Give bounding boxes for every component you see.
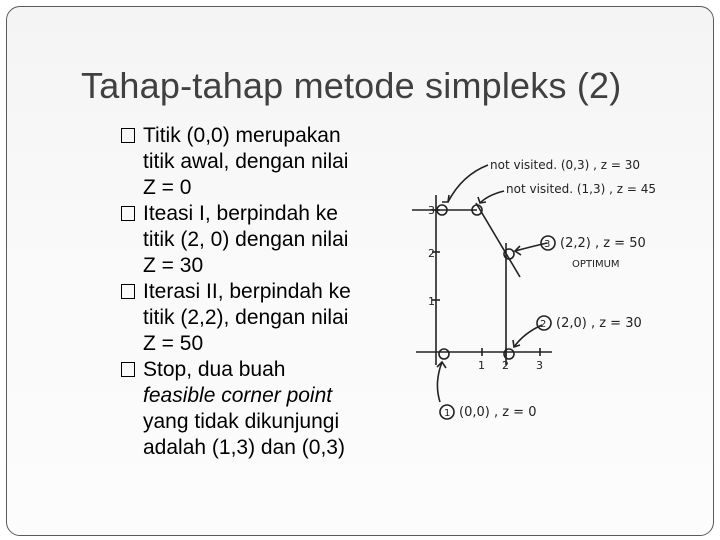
arrow-1-3 [480, 191, 504, 203]
bullet-line: Titik (0,0) merupakan [143, 124, 341, 147]
arrow-2-0 [514, 325, 542, 347]
step-number-3: 3 [544, 239, 551, 250]
arrow-0-3 [448, 165, 488, 202]
note-point-1-3: not visited. (1,3) , z = 45 [506, 182, 656, 196]
note-point-0-0: (0,0) , z = 0 [459, 405, 537, 420]
bullet-line: Stop, dua buah [143, 358, 286, 381]
bullet-line: Iteasi I, berpindah ke [143, 202, 338, 225]
optimum-label: OPTIMUM [572, 259, 620, 270]
bullet-item [143, 279, 393, 357]
bullet-item [143, 123, 393, 201]
bullet-box-icon [121, 128, 135, 143]
bullet-box-icon [121, 206, 135, 221]
simplex-path-diagram [402, 147, 702, 437]
bullet-line: Iterasi II, berpindah ke [143, 280, 351, 303]
corner-point-0-0 [439, 349, 449, 359]
bullet-line: Z = 50 [143, 332, 204, 355]
step-number-1: 1 [444, 408, 451, 419]
constraint-line [476, 203, 520, 277]
note-point-2-2: (2,2) , z = 50 [560, 236, 646, 251]
bullet-line: titik (2,2), dengan nilai [143, 306, 349, 329]
y-tick-label: 1 [428, 295, 435, 308]
bullet-line: yang tidak dikunjungi [143, 410, 340, 433]
x-tick-label: 2 [502, 359, 509, 372]
x-tick-label: 1 [478, 359, 485, 372]
bullet-box-icon [121, 362, 135, 377]
y-tick-label: 3 [428, 204, 435, 217]
bullet-item [143, 357, 393, 461]
note-point-0-3: not visited. (0,3) , z = 30 [490, 158, 640, 172]
arrow-0-0 [437, 362, 442, 402]
step-number-2: 2 [540, 319, 547, 330]
bullet-line: Z = 0 [143, 176, 192, 199]
bullet-box-icon [121, 284, 135, 299]
y-tick-label: 2 [428, 247, 435, 260]
bullet-line: titik (2, 0) dengan nilai [143, 228, 349, 251]
bullet-line: adalah (1,3) dan (0,3) [143, 436, 345, 459]
bullet-item [143, 201, 393, 279]
bullet-line: titik awal, dengan nilai [143, 150, 349, 173]
slide [6, 6, 714, 536]
x-tick-label: 3 [536, 359, 543, 372]
bullet-list [143, 123, 393, 461]
bullet-line: Z = 30 [143, 254, 204, 277]
slide-title: Tahap-tahap metode simpleks (2) [81, 65, 622, 106]
bullet-line: feasible corner point [143, 384, 333, 407]
note-point-2-0: (2,0) , z = 30 [556, 316, 642, 331]
